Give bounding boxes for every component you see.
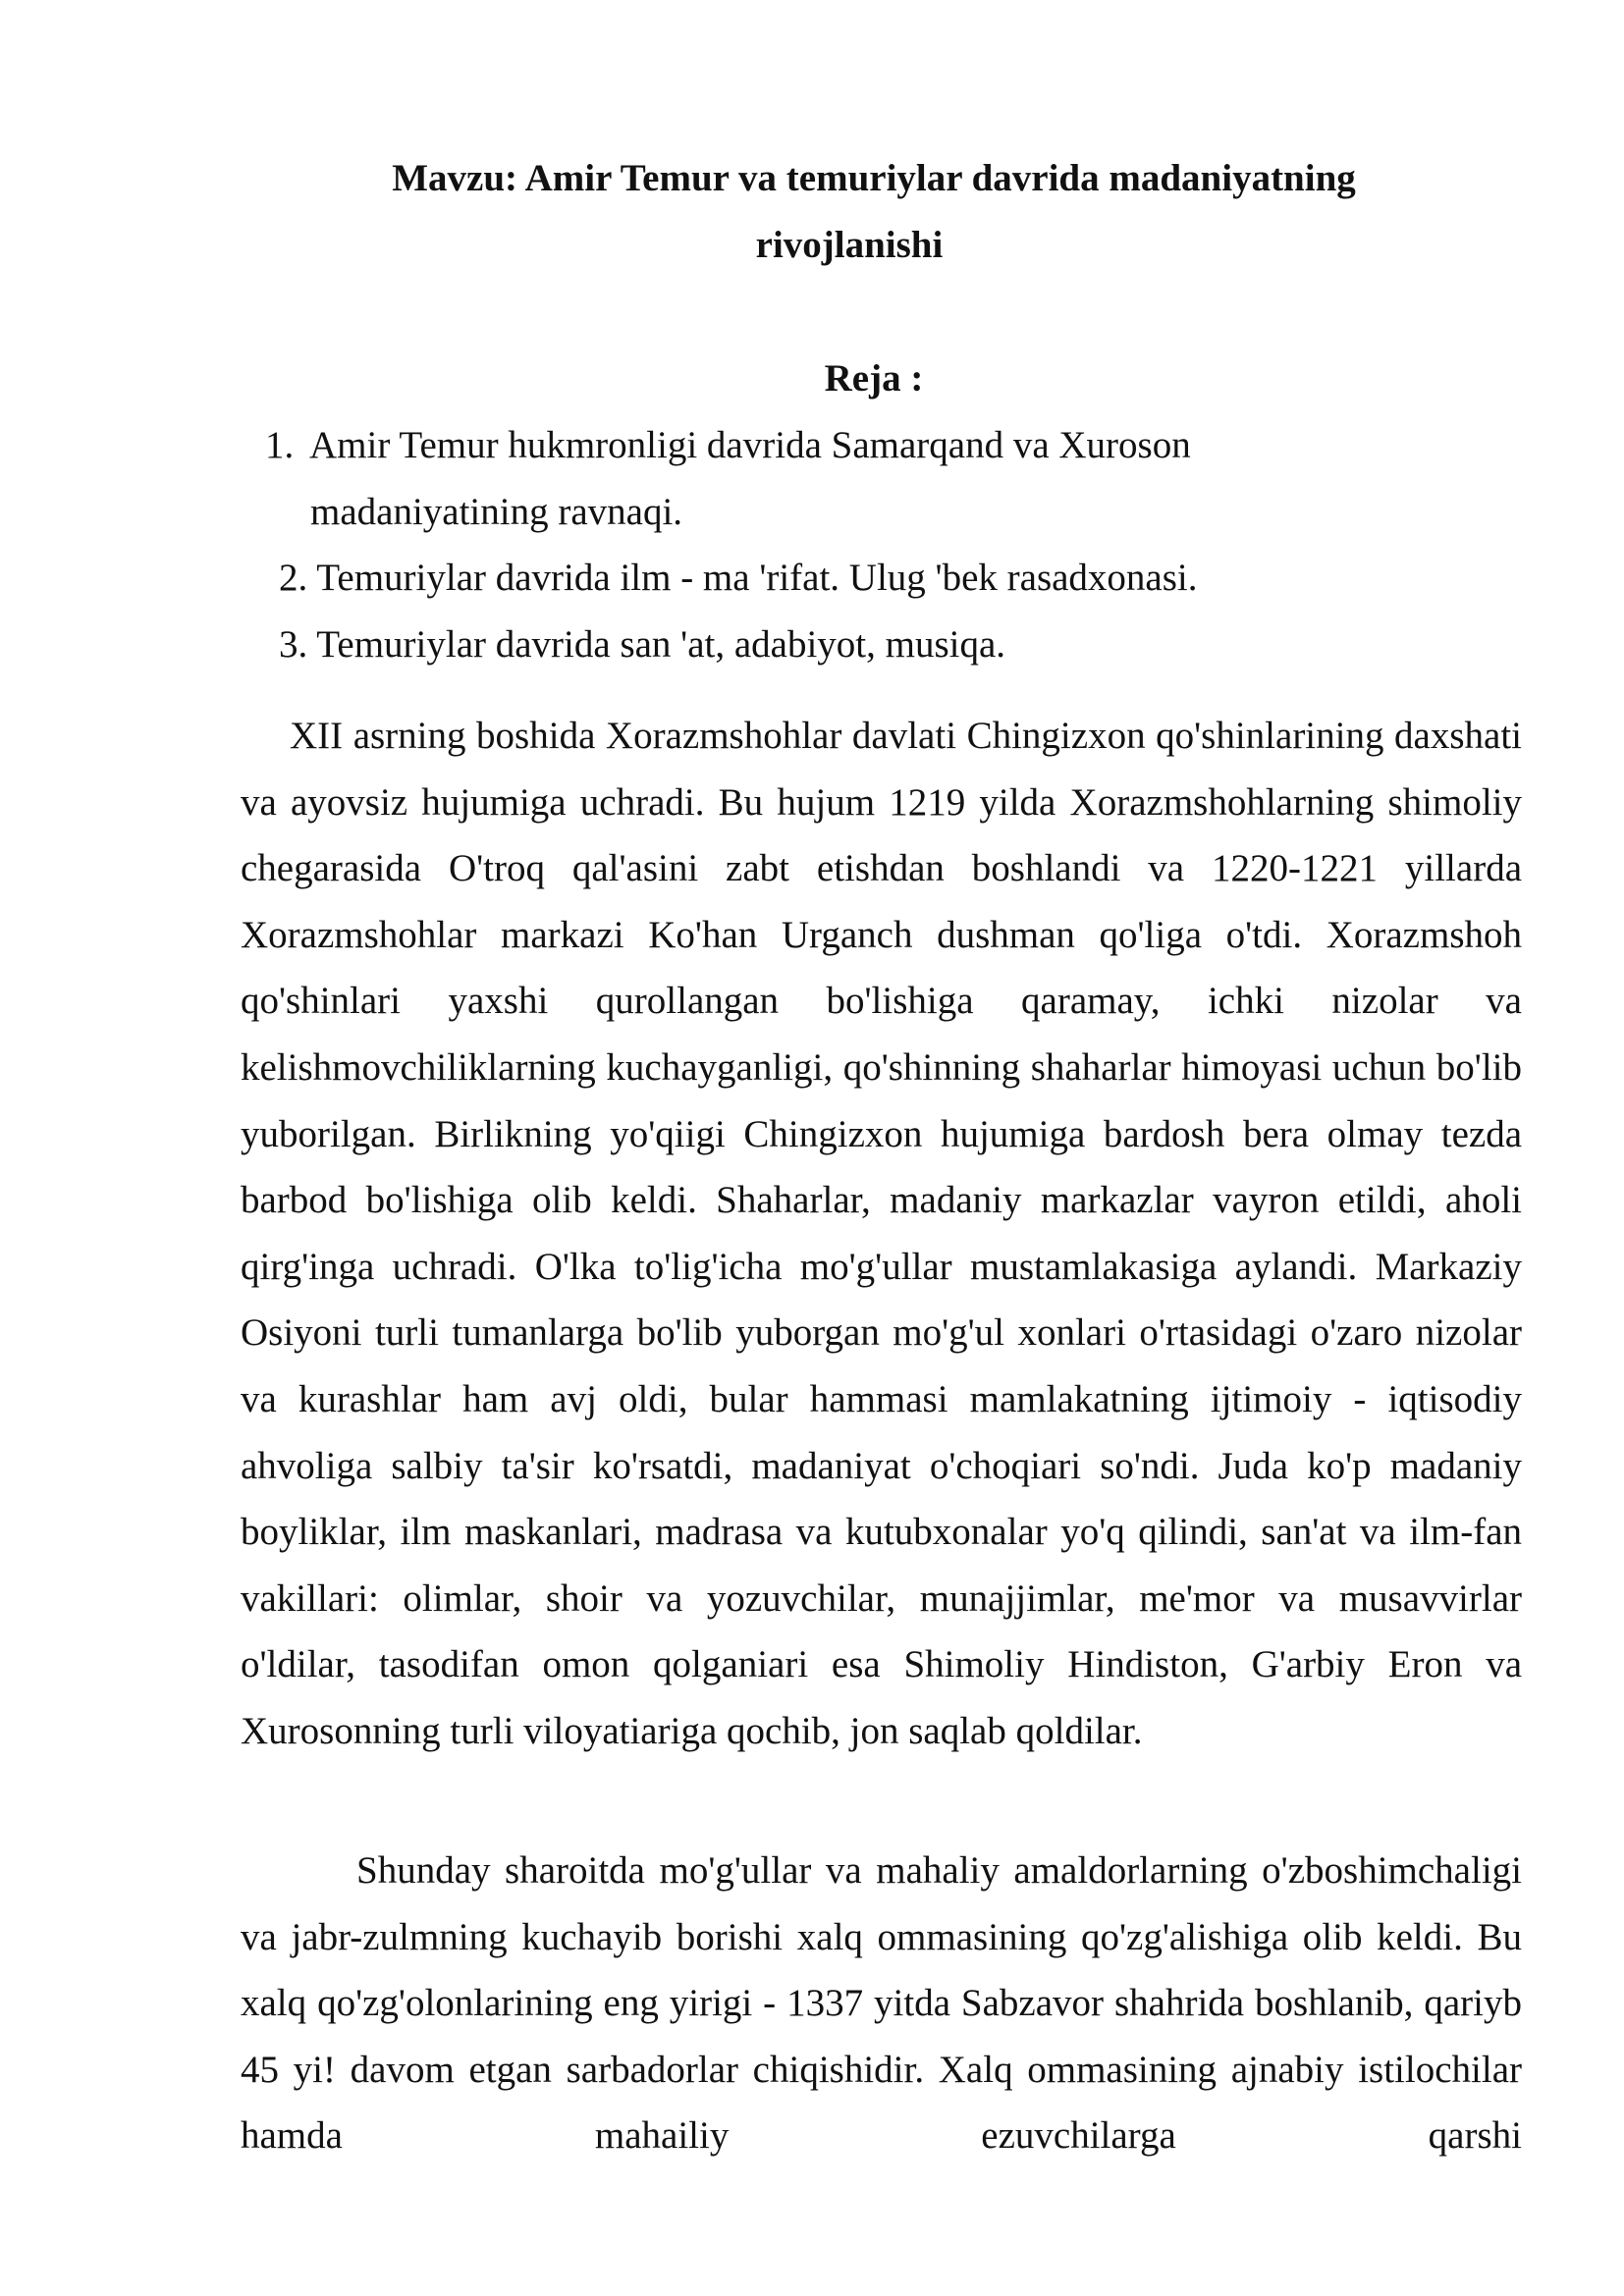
plan-item-text: Temuriylar davrida ilm - ma 'rifat. Ulug 'bek rasadxonasi. — [316, 557, 1198, 599]
document-title-continuation: rivojlanishi — [755, 224, 944, 266]
plan-item-1 — [265, 412, 1345, 545]
plan-item-2 — [265, 545, 1345, 612]
plan-item-text-continuation: madaniyatining ravnaqi. — [310, 490, 683, 533]
plan-item-number: 2. — [279, 557, 308, 599]
body-paragraph-1: XII asrning boshida Xorazmshohlar davlati Chingizxon qo'shinlarining daxshati va ayovsiz hujumiga uchradi. Bu hujum 1219 yilda Xorazmshohlarning shimoliy chegarasida O'troq qal'asini zabt etishdan boshlandi va 1220-1221 yillarda Xorazmshohlar markazi Ko'han Urganch dushman qo'liga o'tdi. Xorazmshoh qo'shinlari yaxshi qurollangan bo'lishiga qaramay, ichki nizolar va kelishmovchiliklarning kuchayganligi, qo'shinning shaharlar himoyasi uchun bo'lib yuborilgan. Birlikning yo'qiigi Chingizxon hujumiga bardosh bera olmay tezda barbod bo'lishiga olib keldi. Shaharlar, madaniy markazlar vayron etildi, aholi qirg'inga uchradi. O'lka to'lig'icha mo'g'ullar mustamlakasiga aylandi. Markaziy Osiyoni turli tumanlarga bo'lib yuborgan mo'g'ul xonlari o'rtasidagi o'zaro nizolar va kurashlar ham avj oldi, bular hammasi mamlakatning ijtimoiy - iqtisodiy ahvoliga salbiy ta'sir ko'rsatdi, madaniyat o'choqiari so'ndi. Juda ko'p madaniy boyliklar, ilm maskanlari, madrasa va kutubxonalar yo'q qilindi, san'at va ilm-fan vakillari: olimlar, shoir va yozuvchilar, munajjimlar, me'mor va musavvirlar o'ldilar, tasodifan omon qolganiari esa Shimoliy Hindiston, G'arbiy Eron va Xurosonning turli viloyatiariga qochib, jon saqlab qoldilar. — [241, 715, 1522, 1752]
plan-list — [265, 412, 1345, 677]
document-title: Mavzu: Amir Temur va temuriylar davrida madaniyatning — [392, 157, 1356, 199]
plan-item-number: 3. — [279, 622, 308, 666]
plan-item-number: 1. — [265, 424, 295, 466]
body-paragraph-2: Shunday sharoitda mo'g'ullar va mahaliy amaldorlarning o'zboshimchaligi va jabr-zulmning kuchayib borishi xalq ommasining qo'zg'alishiga olib keldi. Bu xalq qo'zg'olonlarining eng yirigi - 1337 yitda Sabzavor shahrida boshlanib, qariyb 45 yi! davom etgan sarbadorlar chiqishidir. Xalq ommasining ajnabiy istilochilar hamda mahailiy ezuvchilarga qarshi — [241, 1849, 1522, 2158]
plan-heading: Reja : — [824, 357, 924, 400]
plan-item-text: Temuriylar davrida san 'at, adabiyot, musiqa. — [316, 622, 1006, 666]
plan-item-text: Amir Temur hukmronligi davrida Samarqand va Xuroson — [309, 424, 1191, 466]
plan-item-3 — [265, 612, 1345, 678]
